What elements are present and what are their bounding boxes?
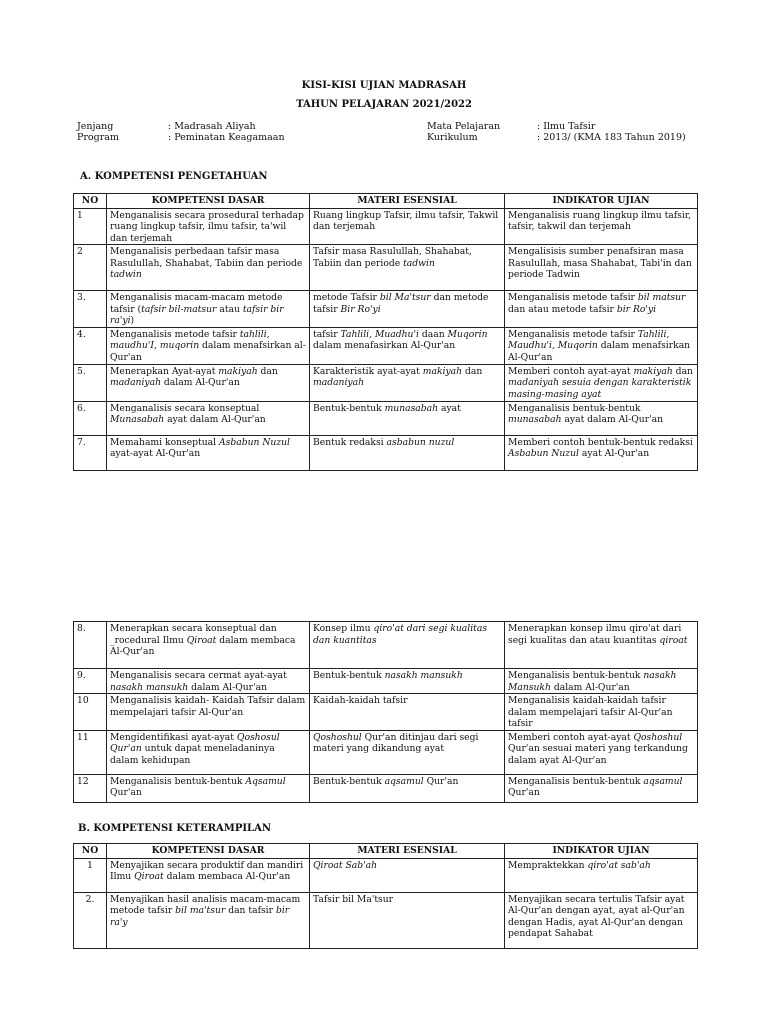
cell-text: Bir Ro'yi	[340, 303, 381, 315]
cell-text: dan metode tafsir	[313, 292, 489, 315]
program-label: Program	[77, 132, 119, 143]
table-kompetensi-keterampilan	[73, 843, 698, 949]
indikator-ujian-cell	[505, 694, 698, 731]
cell-text: madaniyah	[313, 377, 364, 388]
cell-text: Mempraktekkan	[508, 859, 588, 871]
indikator-ujian-cell	[505, 291, 698, 328]
cell-text: daan	[418, 328, 448, 340]
cell-text: dalam Al-Qur'an	[161, 377, 240, 388]
cell-text: qiroat	[659, 634, 688, 646]
cell-text: Qiroat Sab'ah	[313, 859, 378, 871]
cell-text: madaniyah	[110, 377, 161, 388]
col-header-materi-esensial: MATERI ESENSIAL	[310, 844, 505, 859]
cell-text: madaniyah sesuia dengan karakteristik masing-masing ayat	[508, 377, 692, 400]
table-row	[74, 892, 698, 948]
cell-text: Bentuk-bentuk	[313, 402, 385, 414]
cell-text: Tafsir bil Ma'tsur	[313, 893, 394, 905]
cell-text: bil Ma'tsur	[379, 292, 431, 303]
kompetensi-dasar-cell	[107, 730, 310, 774]
cell-text: dan	[257, 365, 278, 377]
jenjang-label: Jenjang	[77, 121, 114, 132]
indikator-ujian-cell	[505, 435, 698, 470]
cell-text: Mengidentifikasi ayat-ayat	[110, 731, 237, 743]
indikator-ujian-cell	[505, 401, 698, 435]
kompetensi-dasar-cell	[107, 858, 310, 892]
cell-text: dalam membaca Al-Qur'an	[110, 634, 296, 657]
cell-text: Muqorin	[447, 328, 488, 340]
cell-text: munasabah	[384, 402, 439, 414]
materi-esensial-cell	[310, 327, 505, 364]
col-header-materi-esensial: MATERI ESENSIAL	[310, 194, 505, 209]
cell-text: Menganalisis secara prosedural terhadap ruang lingkup tafsir, ilmu tafsir, ta'wil dan terjemah	[110, 209, 304, 244]
cell-text: Qur'an	[423, 775, 459, 787]
cell-text: Menerapkan Ayat-ayat	[110, 365, 219, 377]
cell-text: Memberi contoh ayat-ayat	[508, 365, 634, 377]
table-row	[74, 291, 698, 328]
doc-title: KISI-KISI UJIAN MADRASAH	[301, 80, 467, 91]
kompetensi-dasar-cell	[107, 327, 310, 364]
col-header-indikator-ujian: INDIKATOR UJIAN	[505, 194, 698, 209]
materi-esensial-cell	[310, 622, 505, 669]
indikator-ujian-cell	[505, 208, 698, 245]
cell-text: untuk dapat meneladaninya dalam kehidupan	[110, 743, 275, 766]
row-number: 1	[74, 208, 107, 245]
row-number: 2.	[74, 892, 107, 948]
cell-text: Qoshosul Qur'an	[110, 731, 280, 754]
cell-text: Munasabah	[110, 414, 165, 425]
materi-esensial-cell	[310, 291, 505, 328]
cell-text: )	[130, 315, 135, 326]
table-kompetensi-pengetahuan	[73, 193, 698, 471]
cell-text: Menganalisis kaidah- Kaidah Tafsir dalam mempelajari tafsir Al-Qur'an	[110, 695, 306, 718]
kompetensi-dasar-cell	[107, 401, 310, 435]
row-number: 1	[74, 858, 107, 892]
jenjang-value: : Madrasah Aliyah	[168, 121, 256, 132]
materi-esensial-cell	[310, 730, 505, 774]
indikator-ujian-cell	[505, 730, 698, 774]
kompetensi-dasar-cell	[107, 669, 310, 694]
cell-text: ayat dalam Al-Qur'an	[164, 414, 266, 425]
materi-esensial-cell	[310, 669, 505, 694]
cell-text: qiro'at sab'ah	[587, 859, 651, 871]
cell-text: dan	[462, 365, 483, 377]
kurikulum-label: Kurikulum	[427, 132, 478, 143]
kompetensi-dasar-cell	[107, 364, 310, 401]
cell-text: Konsep ilmu	[313, 623, 374, 634]
cell-text: dalam menafsirkan Al-Qur'an	[508, 340, 691, 363]
cell-text: qiro'at dari segi kualitas dan kuantitas	[313, 623, 488, 646]
cell-text: bil ma'tsur	[175, 905, 226, 916]
cell-text: Aqsamul	[245, 775, 286, 787]
col-header-kompetensi-dasar: KOMPETENSI DASAR	[107, 844, 310, 859]
table-row	[74, 858, 698, 892]
indikator-ujian-cell	[505, 364, 698, 401]
kompetensi-dasar-cell	[107, 694, 310, 731]
cell-text: Menganalisis bentuk-bentuk	[508, 670, 644, 681]
kompetensi-dasar-cell	[107, 208, 310, 245]
cell-text: dalam menafsirkan al-Qur'an	[110, 340, 306, 363]
indikator-ujian-cell	[505, 669, 698, 694]
cell-text: Memberi contoh bentuk-bentuk redaksi	[508, 436, 693, 448]
table-row	[74, 694, 698, 731]
cell-text: asbabun nuzul	[386, 436, 455, 448]
cell-text: Qiroat	[134, 871, 164, 882]
indikator-ujian-cell	[505, 892, 698, 948]
cell-text: Menganalisis metode tafsir	[508, 292, 638, 303]
mapel-value: : Ilmu Tafsir	[537, 121, 596, 132]
cell-text: Karakteristik ayat-ayat	[313, 365, 423, 377]
kompetensi-dasar-cell	[107, 291, 310, 328]
cell-text: tafsir bil-matsur	[141, 303, 217, 315]
cell-text: Kaidah-kaidah tafsir	[313, 695, 408, 706]
row-number: 7.	[74, 435, 107, 470]
row-number: 5.	[74, 364, 107, 401]
table-row	[74, 327, 698, 364]
cell-text: Menganalisis metode tafsir	[508, 328, 638, 340]
cell-text: dalam menafasirkan Al-Qur'an	[313, 340, 456, 351]
cell-text: tafsir	[313, 328, 341, 340]
row-number: 6.	[74, 401, 107, 435]
indikator-ujian-cell	[505, 774, 698, 802]
row-number: 3.	[74, 291, 107, 328]
cell-text: Qoshoshul	[633, 731, 683, 743]
materi-esensial-cell	[310, 858, 505, 892]
indikator-ujian-cell	[505, 327, 698, 364]
table-row	[74, 401, 698, 435]
cell-text: Menganalisis secara konseptual	[110, 402, 260, 414]
materi-esensial-cell	[310, 364, 505, 401]
cell-text: aqsamul	[643, 775, 683, 787]
table-row	[74, 208, 698, 245]
cell-text: ayat-ayat Al-Qur'an	[110, 448, 201, 459]
table-row	[74, 774, 698, 802]
row-number: 12	[74, 774, 107, 802]
cell-text: Menyajikan hasil analisis macam-macam metode tafsir	[110, 893, 301, 916]
cell-text: Mengalisisis sumber penafsiran masa Rasulullah, masa Shahabat, Tabi'in dan periode Tadwin	[508, 246, 692, 280]
cell-text: Menganalisis kaidah-kaidah tafsir dalam mempelajari tafsir Al-Qur'an tafsir	[508, 695, 673, 729]
cell-text: ayat	[438, 402, 461, 414]
cell-text: Qur'an	[508, 787, 540, 798]
cell-text: Bentuk-bentuk	[313, 775, 385, 787]
cell-text: Menganalisis bentuk-bentuk	[110, 775, 246, 787]
cell-text: Memberi contoh ayat-ayat	[508, 731, 634, 743]
table-kompetensi-pengetahuan-continued	[73, 621, 698, 803]
cell-text: dalam membaca Al-Qur'an	[163, 871, 291, 882]
cell-text: Bentuk-bentuk	[313, 670, 385, 681]
materi-esensial-cell	[310, 245, 505, 291]
cell-text: dan	[672, 365, 693, 377]
cell-text: bil matsur	[637, 292, 686, 303]
cell-text: tadwin	[110, 269, 142, 280]
materi-esensial-cell	[310, 892, 505, 948]
section-b-title: B. KOMPETENSI KETERAMPILAN	[78, 823, 271, 834]
cell-text: Bentuk redaksi	[313, 436, 387, 448]
col-header-no: NO	[74, 194, 107, 209]
program-value: : Peminatan Keagamaan	[168, 132, 285, 143]
cell-text: Menganalisis secara cermat ayat-ayat	[110, 670, 287, 681]
cell-text: Asbabun Nuzul	[219, 436, 290, 448]
indikator-ujian-cell	[505, 245, 698, 291]
cell-text: Qiroat	[186, 634, 217, 646]
cell-text: munasabah	[508, 414, 562, 425]
cell-text: Ruang lingkup Tafsir, ilmu tafsir, Takwil dan terjemah	[313, 209, 499, 232]
cell-text: Menyajikan secara tertulis Tafsir ayat Al-Qur'an dengan ayat, ayat al-Qur'an dengan Hadis, ayat Al-Qur'an dengan pendapat Sahabat	[508, 893, 685, 939]
indikator-ujian-cell	[505, 622, 698, 669]
cell-text: makiyah	[218, 365, 258, 377]
row-number: 10	[74, 694, 107, 731]
materi-esensial-cell	[310, 401, 505, 435]
table-row	[74, 364, 698, 401]
kurikulum-value: : 2013/ (KMA 183 Tahun 2019)	[537, 132, 686, 143]
cell-text: Tahlili, Muadhu'i	[340, 328, 419, 340]
doc-subtitle: TAHUN PELAJARAN 2021/2022	[296, 99, 472, 110]
table-row	[74, 669, 698, 694]
cell-text: Menerapkan secara konseptual dan _rocedural Ilmu	[110, 623, 277, 646]
cell-text: Tahlili, Maudhu'i, Muqorin	[508, 328, 670, 351]
table-row	[74, 245, 698, 291]
cell-text: ayat dalam Al-Qur'an	[561, 414, 664, 425]
materi-esensial-cell	[310, 208, 505, 245]
cell-text: Menganalisis macam-macam metode tafsir (	[110, 292, 283, 315]
cell-text: tadwin	[403, 257, 435, 269]
cell-text: dalam Al-Qur'an	[550, 681, 630, 693]
kompetensi-dasar-cell	[107, 435, 310, 470]
cell-text: Memahami konseptual	[110, 436, 219, 448]
cell-text: Menyajikan secara produktif dan mandiri Ilmu	[110, 859, 304, 882]
cell-text: ayat Al-Qur'an	[579, 448, 650, 459]
materi-esensial-cell	[310, 435, 505, 470]
kompetensi-dasar-cell	[107, 774, 310, 802]
col-header-no: NO	[74, 844, 107, 859]
materi-esensial-cell	[310, 694, 505, 731]
cell-text: dalam Al-Qur'an	[188, 681, 267, 693]
section-a-title: A. KOMPETENSI PENGETAHUAN	[80, 171, 268, 182]
cell-text: Menganalisis bentuk-bentuk	[508, 402, 641, 414]
table-row	[74, 435, 698, 470]
cell-text: tafsir bir ra'yi	[110, 303, 284, 326]
cell-text: metode Tafsir	[313, 292, 380, 303]
table-row	[74, 730, 698, 774]
cell-text: nasakh Mansukh	[508, 670, 677, 693]
cell-text: dan tafsir	[225, 905, 276, 916]
cell-text: makiyah	[633, 365, 673, 377]
cell-text: makiyah	[422, 365, 463, 377]
cell-text: Qur'an sesuai materi yang terkandung dalam ayat Al-Qur'an	[508, 743, 688, 766]
cell-text: Qur'an ditinjau dari segi materi yang dikandung ayat	[313, 731, 479, 754]
table-row	[74, 622, 698, 669]
materi-esensial-cell	[310, 774, 505, 802]
cell-text: Qur'an	[110, 787, 142, 798]
cell-text: Menganalisis metode tafsir	[110, 328, 240, 340]
mapel-label: Mata Pelajaran	[427, 121, 501, 132]
kompetensi-dasar-cell	[107, 245, 310, 291]
cell-text: bir Ro'yi	[616, 303, 657, 315]
row-number: 8.	[74, 622, 107, 669]
cell-text: nasakh mansukh	[110, 681, 189, 693]
cell-text: Tafsir masa Rasulullah, Shahabat, Tabiin dan periode	[313, 246, 472, 269]
kompetensi-dasar-cell	[107, 892, 310, 948]
cell-text: Menganalisis perbedaan tafsir masa Rasulullah, Shahabat, Tabiin dan periode	[110, 246, 303, 269]
col-header-kompetensi-dasar: KOMPETENSI DASAR	[107, 194, 310, 209]
row-number: 11	[74, 730, 107, 774]
cell-text: aqsamul	[384, 775, 424, 787]
indikator-ujian-cell	[505, 858, 698, 892]
cell-text: nasakh mansukh	[384, 670, 463, 681]
cell-text: Menganalisis bentuk-bentuk	[508, 775, 644, 787]
row-number: 4.	[74, 327, 107, 364]
kompetensi-dasar-cell	[107, 622, 310, 669]
cell-text: atau	[216, 303, 243, 315]
cell-text: Qoshoshul	[313, 731, 362, 743]
row-number: 9.	[74, 669, 107, 694]
cell-text: tahlili, maudhu'I, muqorin	[110, 328, 270, 351]
row-number: 2	[74, 245, 107, 291]
cell-text: dan atau metode tafsir	[508, 303, 617, 315]
cell-text: Menerapkan konsep ilmu qiro'at dari segi kualitas dan atau kuantitas	[508, 623, 682, 646]
cell-text: Asbabun Nuzul	[508, 448, 579, 459]
cell-text: bir ra'y	[110, 905, 290, 928]
col-header-indikator-ujian: INDIKATOR UJIAN	[505, 844, 698, 859]
cell-text: Menganalisis ruang lingkup ilmu tafsir, tafsir, takwil dan terjemah	[508, 209, 692, 232]
